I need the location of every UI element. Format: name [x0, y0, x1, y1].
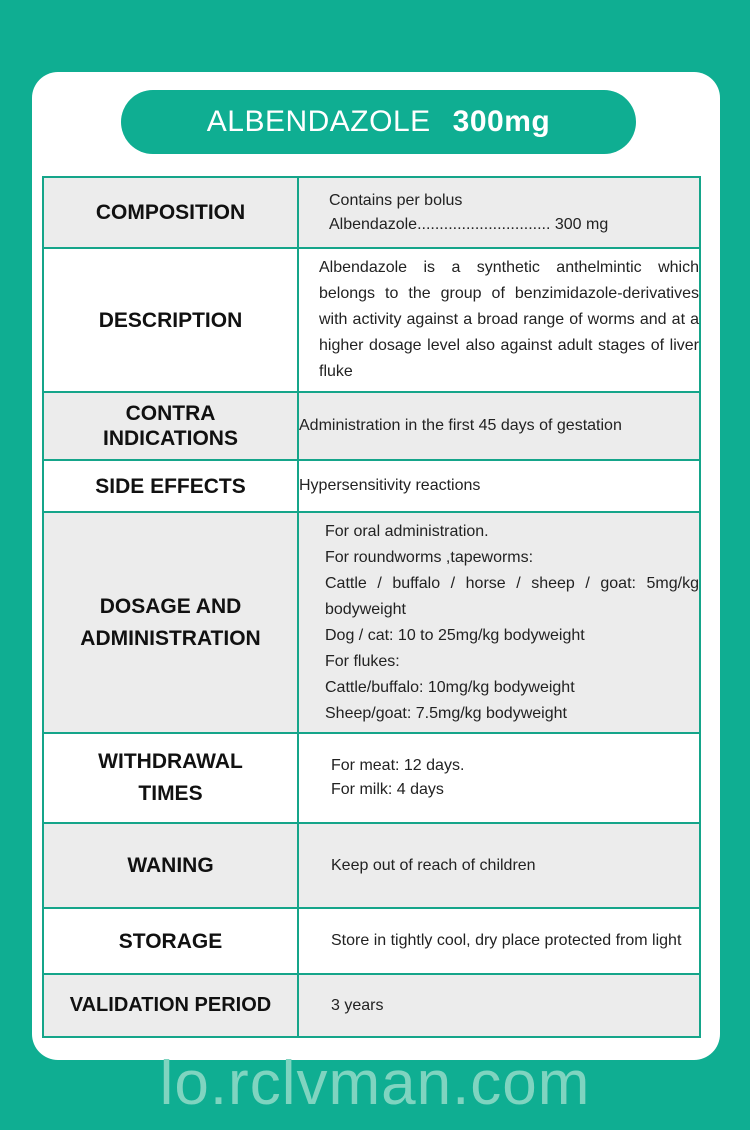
row-label-composition: COMPOSITION	[43, 177, 298, 248]
row-label-waning: WANING	[43, 823, 298, 908]
row-label-withdrawal: WITHDRAWAL TIMES	[43, 733, 298, 823]
row-value-contra-indications: Administration in the first 45 days of gestation	[298, 392, 700, 460]
row-label-dosage: DOSAGE AND ADMINISTRATION	[43, 512, 298, 733]
row-value-composition: Contains per bolus Albendazole.............................. 300 mg	[298, 177, 700, 248]
specification-table	[42, 176, 701, 1038]
row-label-contra-indications: CONTRA INDICATIONS	[43, 392, 298, 460]
table-row	[43, 512, 700, 733]
table-row	[43, 177, 700, 248]
row-value-storage: Store in tightly cool, dry place protected from light	[298, 908, 700, 974]
table-row	[43, 248, 700, 392]
product-dose: 300mg	[452, 105, 551, 138]
row-label-storage: STORAGE	[43, 908, 298, 974]
row-value-side-effects: Hypersensitivity reactions	[298, 460, 700, 512]
row-value-validation: 3 years	[298, 974, 700, 1037]
watermark-text: lo.rclvman.com	[159, 1049, 591, 1118]
table-row	[43, 460, 700, 512]
row-value-withdrawal: For meat: 12 days. For milk: 4 days	[298, 733, 700, 823]
table-row	[43, 392, 700, 460]
table-row	[43, 908, 700, 974]
table-row	[43, 823, 700, 908]
row-value-waning: Keep out of reach of children	[298, 823, 700, 908]
product-title	[121, 90, 636, 154]
table-row	[43, 974, 700, 1037]
table-row	[43, 733, 700, 823]
row-label-validation: VALIDATION PERIOD	[43, 974, 298, 1037]
row-value-description: Albendazole is a synthetic anthelmintic which belongs to the group of benzimidazole-derivatives with activity against a broad range of worms and at a higher dosage level also against adult stages of liver fluke	[298, 248, 700, 392]
row-label-side-effects: SIDE EFFECTS	[43, 460, 298, 512]
product-name: ALBENDAZOLE	[206, 105, 431, 138]
row-value-dosage: For oral administration. For roundworms ,tapeworms: Cattle / buffalo / horse / sheep / goat: 5mg/kg bodyweight Dog / cat: 10 to 25mg/kg bodyweight For flukes: Cattle/buffalo: 10mg/kg bodyweight Sheep/goat: 7.5mg/kg bodyweight	[298, 512, 700, 733]
row-label-description: DESCRIPTION	[43, 248, 298, 392]
